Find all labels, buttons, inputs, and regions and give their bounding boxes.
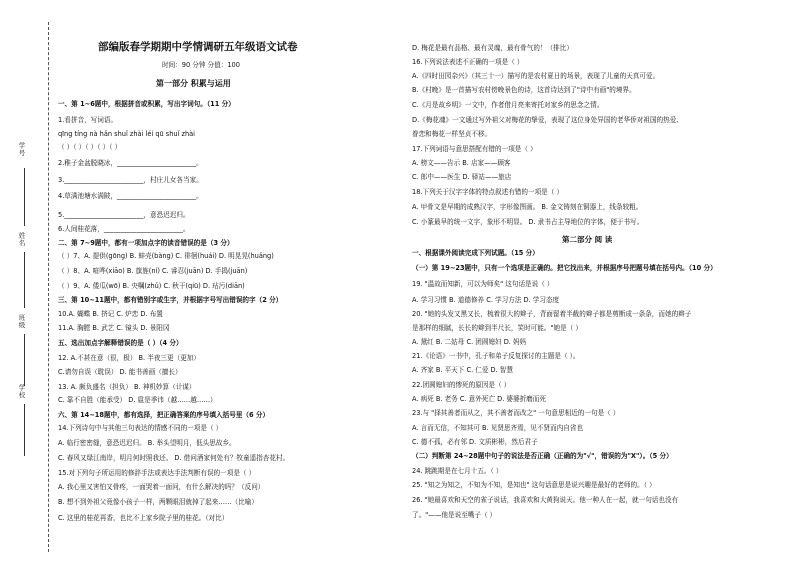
right-line-13: 第二部分 阅 读 [562,235,613,244]
margin-label-school: 学校 [17,384,26,399]
left-line-26: A. 我心里又害怕又骨疼，一面哭着一面问，有什么解决的吗？（反问） [58,483,265,491]
right-line-26: A. 言而无信，不知其可 B. 见贤思齐焉，见不贤而内自省也 [412,424,584,432]
left-line-27: B. 想不到外祖父竟像小孩子一样，两颗眼泪就掉了起来……（比喻） [58,498,258,506]
right-line-4: C.《月是故乡明》一文中，作者借月亮来寄托对家乡的思念之情。 [412,101,604,109]
right-line-28: （二）判断第 24~28题中句子的说法是否正确（正确的为"√"，错误的为"X"）。（5 分） [412,452,673,460]
left-line-24: C. 春风又绿江南岸，明月何时照我还。 D. 借问酒家何处有？牧童遥指杏花村。 [58,454,290,462]
right-line-19: 是那样的细腻，长长的辫到半尺长，笑时可能。"她是（ ） [412,324,582,332]
left-line-1: 1.看拼音，写词语。 [58,116,118,124]
right-line-18: 20. "她的头发又黑又长，梳着很大的辫子，背面留着半截的辫子都是剪断成一条条，而她的辫子 [412,310,692,318]
right-line-29: 24. 跳跳期是在七月十五。（ ） [412,467,503,475]
margin-school-line [24,404,25,456]
left-line-5: 3.________________________，村庄儿女各当家。 [58,176,203,184]
margin-label-name: 姓名 [17,232,26,247]
right-line-12: C. 小篆最早的统一文字，象形不明显。 D. 隶书占主导地位的字体，便于书写。 [412,218,644,226]
right-line-23: 22.团圆媳妇的惨死的原因是（ ） [412,381,511,389]
margin-label-class: 班级 [17,314,26,329]
right-line-6: 眷恋和梅花一样坚贞不移。 [412,130,492,138]
right-line-8: A. 榜文——告示 B. 店家——顾客 [412,159,511,167]
right-line-9: C. 郎中——医生 D. 驿站——旅店 [412,173,512,181]
left-line-8: 6.人间桂花落，________________________。 [58,225,190,233]
left-line-17: 12. A.不甚在意（很，极） B. 半夜三更（更加） [58,354,200,362]
right-line-20: A. 黛红 B. 二姑母 C. 团圆媳妇 D. 妈妈 [412,338,527,346]
left-line-2: qīng tíng nà hǎn shuǐ zhài léi qū shuǐ zhài [58,130,196,138]
left-line-14: 10.A. 蝴蝶 B. 挤记 C. 炉恋 D. 布置 [58,310,163,318]
left-line-16: 五、选出加点字解释错误的是（ ）（4 分） [58,339,183,347]
left-line-13: 三、第 10~11题中，都有错别字或生字，并根据字号写出错误的字（2 分） [58,296,283,304]
left-line-3: （ ）（ ）（ ）（ ）（ ） [58,143,122,151]
margin-student-id-line [24,168,25,226]
exam-meta: 时间：90 分钟 分值：100 [162,61,240,69]
left-line-21: 六、第 14~18题中，都有选择，把正确答案的序号填入括号里（6 分） [58,411,270,419]
left-line-28: C. 这里的桂花再香，也比不上家乡院子里的桂花。（对比） [58,514,229,522]
right-line-25: 23.与 "择其善者而从之，其不善者而改之" 一句意思相近的一句是（ ） [412,409,620,417]
margin-label-student-id: 学号 [17,142,26,157]
left-line-15: 11.A. 胸膛 B. 武艺 C. 镜头 D. 景阳冈 [58,324,170,332]
right-line-2: A.《四时田园杂兴》（其三十一）描写的是农村夏日的场景，表现了儿童的天真可爱。 [412,72,660,80]
left-line-20: C. 靠不自胜（能承受） D. 扈是季讳（越……越……） [58,396,217,404]
right-line-7: 17.下列词语与意思搭配有错的一项是（ ） [412,145,537,153]
margin-class-line [24,334,25,386]
right-line-3: B.《村晚》是一首描写农村傍晚景色的诗，这首诗达到了"诗中有画"的境界。 [412,86,636,94]
right-line-27: C. 德不孤，必有邻 D. 文质彬彬，然后君子 [412,438,538,446]
right-line-31: 26. "她最喜欢和天空的雀子说话，我喜欢和大黄狗说天。他一种人在一起，就一句话也没有 [412,496,679,504]
left-line-9: 二、第 7~9题中，都有一项加点字的读音错误的是（3 分） [58,239,234,247]
binding-margin-dashed-line [48,22,49,552]
right-line-15: （一）第 19~23题中，只有一个选项是正确的。把它找出来，并根据序号把题号填在括号内。（10 分） [412,264,717,272]
left-line-25: 15.对下列句子所运用的修辞手法或表达手法判断有误的一项是（ ） [58,469,256,477]
left-line-19: 13. A. 颇负盛名（担负） B. 神机妙算（计谋） [58,383,196,391]
part-one-heading: 第一部分 积累与运用 [156,79,231,88]
right-line-24: A. 病死 B. 老务 C. 意外死亡 D. 婆婆折磨而死 [412,395,546,403]
left-line-7: 5.________________________，意恐迟迟归。 [58,211,190,219]
right-line-0: D. 梅花是最有品格、最有灵魂，最有骨气的！（排比） [412,44,573,52]
left-line-6: 4.草满池塘水满陂，________________________。 [58,192,203,200]
right-line-21: 21.《论语》一书中，孔子和弟子反复探讨的主题是（ ）。 [412,352,580,360]
left-line-12: （ ）9、A. 倭瓜(wō) B. 央嘱(zhǔ) C. 秋干(qiū) D. 玷污(diān) [58,282,245,290]
left-line-10: （ ）7、A. 提供(gōng) B. 蚌壳(bàng) C. 徘徊(huái) D. 明晃晃(huǎng) [58,252,274,260]
right-line-32: 了。"——他是说至嘴子（ ） [412,511,497,519]
right-line-14: 一、根据课外阅读完成下列试题。（15 分） [412,249,539,257]
left-line-22: 14.下列诗句中与其他三句表达的情感不同的一项是（ ） [58,424,223,432]
right-line-17: A. 学习习惯 B. 道德修养 C. 学习方法 D. 学习态度 [412,296,560,304]
margin-name-line [24,252,25,308]
right-line-11: A. 甲骨文是早期的成熟汉字，字形像图画。 B. 金文铸刻在铜器上，线条较粗。 [412,203,643,211]
right-line-10: 18.下列关于汉字字体的特点叙述有错的一项是（ ） [412,188,564,196]
left-line-18: C.请勿自误（耽误） D. 能书善画（擅长） [58,368,182,376]
left-line-23: A. 临行密密缝，意恐迟迟归。 B. 举头望明月，低头思故乡。 [58,439,236,447]
right-line-22: A. 齐家 B. 平天下 C. 仁爱 D. 智慧 [412,366,513,374]
right-line-16: 19. "温故而知新，可以为师矣" 这句话是说（ ） [412,280,554,288]
left-line-0: 一、第 1~6题中，根据拼音或积累，写出字词句。（11 分） [58,100,235,108]
right-line-30: 25. "知之为知之，不知为不知，是知也" 这句话意思是说兴趣是最好的老师的。（ ） [412,481,656,489]
exam-title: 部编版春学期期中学情调研五年级语文试卷 [98,41,298,53]
left-line-11: （ ）8、A. 喧哗(xiāo) B. 旗旌(ní) C. 睿忍(juān) D. 手捣(juān) [58,267,248,275]
right-line-1: 16.下列说法表述不正确的一项是（ ） [412,58,524,66]
left-line-4: 2.稚子金盆脱晓冰，________________________。 [58,159,203,167]
right-line-5: D.《梅花魂》一文通过写外祖父对梅花的挚爱，表现了这位身处异国的老华侨对祖国的热爱、 [412,116,683,124]
